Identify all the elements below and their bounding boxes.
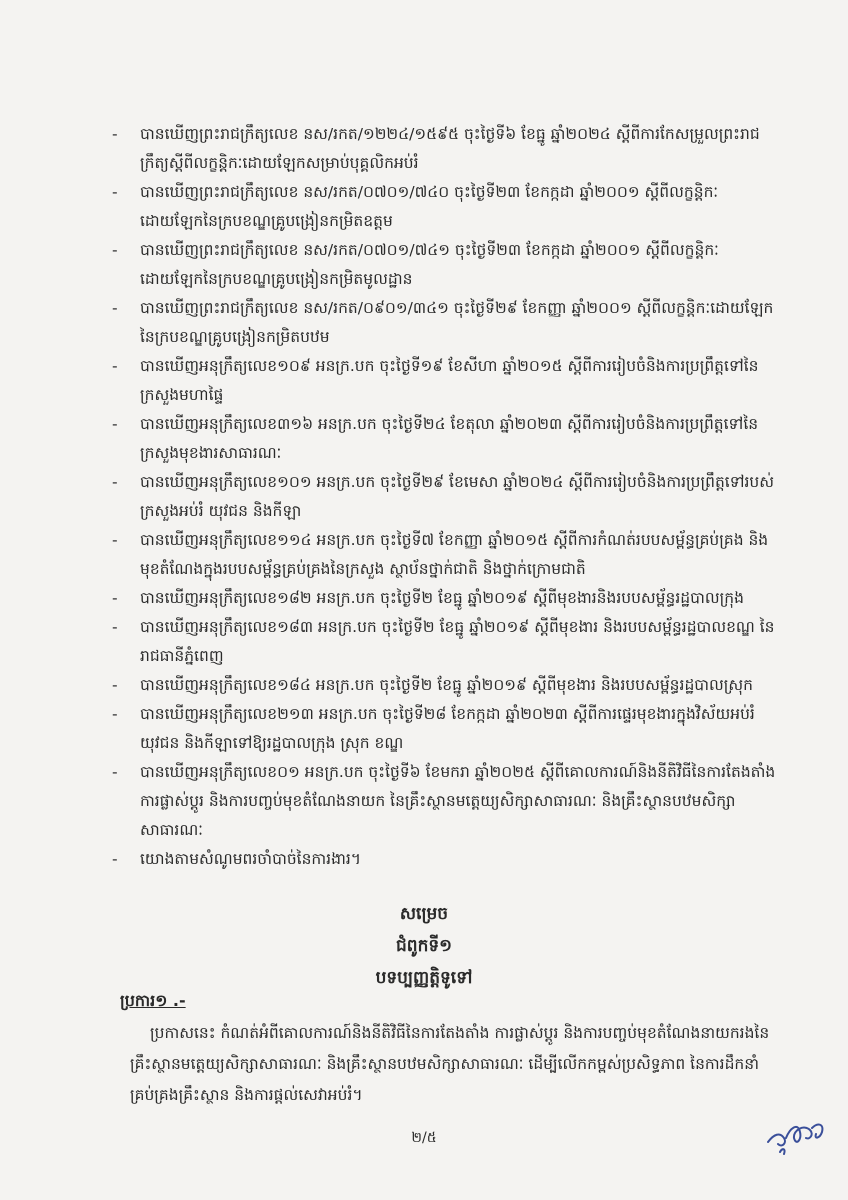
reference-text: បានឃើញអនុក្រឹត្យលេខ១០១ អនក្រ.បក ចុះថ្ងៃទី២៩ ខែមេសា ឆ្នាំ២០២៤ ស្តីពីការរៀបចំនិងការប្រព្រឹត្តទៅរបស់ក្រសួងអប់រំ យុវជន និងកីឡា — [140, 473, 774, 520]
reference-text: បានឃើញអនុក្រឹត្យលេខ១៨៣ អនក្រ.បក ចុះថ្ងៃទី២ ខែធ្នូ ឆ្នាំ២០១៩ ស្តីពីមុខងារ និងរបបសម្ព័ន្ធរដ្ឋបាលខណ្ឌ នៃរាជធានីភ្នំពេញ — [140, 618, 775, 665]
reference-item — [112, 468, 780, 526]
bullet-dash: - — [112, 299, 118, 317]
bullet-dash: - — [112, 618, 118, 636]
bullet-dash: - — [112, 241, 118, 259]
section-headings — [0, 898, 848, 994]
bullet-dash: - — [112, 850, 118, 868]
reference-text: បានឃើញអនុក្រឹត្យលេខ៣១៦ អនក្រ.បក ចុះថ្ងៃទី២៤ ខែតុលា ឆ្នាំ២០២៣ ស្តីពីការរៀបចំនិងការប្រព្រឹត្តទៅនៃក្រសួងមុខងារសាធារណៈ — [140, 415, 759, 462]
article-body: ប្រកាសនេះ កំណត់អំពីគោលការណ៍និងនីតិវិធីនៃការតែងតាំង ការផ្លាស់ប្តូរ និងការបញ្ចប់មុខតំណែងនាយករងនៃគ្រឹះស្ថានមត្តេយ្យសិក្សាសាធារណៈ និងគ្រឹះស្ថានបឋមសិក្សាសាធារណៈ ដើម្បីលើកកម្ពស់ប្រសិទ្ធភាព នៃការដឹកនាំ គ្រប់គ្រងគ្រឹះស្ថាន និងការផ្តល់សេវាអប់រំ។ — [130, 1024, 770, 1104]
bullet-dash: - — [112, 473, 118, 491]
page-number: ២/៥ — [411, 1130, 437, 1146]
reference-text: យោងតាមសំណូមពរចាំបាច់នៃការងារ។ — [140, 850, 361, 868]
reference-item — [112, 671, 780, 700]
legal-references-list — [112, 120, 780, 874]
reference-text: បានឃើញព្រះរាជក្រឹត្យលេខ នស/រកត/០៧០១/៧៤០ ចុះថ្ងៃទី២៣ ខែកក្កដា ឆ្នាំ២០០១ ស្តីពីលក្ខន្តិកៈដោយឡែកនៃក្របខណ្ឌគ្រូបង្រៀនកម្រិតឧត្តម — [140, 183, 719, 230]
reference-item — [112, 410, 780, 468]
reference-item — [112, 526, 780, 584]
bullet-dash: - — [112, 531, 118, 549]
reference-item — [112, 178, 780, 236]
reference-text: បានឃើញអនុក្រឹត្យលេខ១៨២ អនក្រ.បក ចុះថ្ងៃទី២ ខែធ្នូ ឆ្នាំ២០១៩ ស្តីពីមុខងារនិងរបបសម្ព័ន្ធរដ្ឋបាលក្រុង — [140, 589, 744, 607]
reference-item — [112, 352, 780, 410]
bullet-dash: - — [112, 125, 118, 143]
bullet-dash: - — [112, 705, 118, 723]
bullet-dash: - — [112, 589, 118, 607]
reference-item — [112, 845, 780, 874]
reference-item — [112, 236, 780, 294]
reference-item — [112, 758, 780, 845]
reference-item — [112, 700, 780, 758]
reference-text: បានឃើញអនុក្រឹត្យលេខ១៨៤ អនក្រ.បក ចុះថ្ងៃទី២ ខែធ្នូ ឆ្នាំ២០១៩ ស្តីពីមុខងារ និងរបបសម្ព័ន្ធរដ្ឋបាលស្រុក — [140, 676, 754, 694]
reference-text: បានឃើញព្រះរាជក្រឹត្យលេខ នស/រកត/០៧០១/៧៤១ ចុះថ្ងៃទី២៣ ខែកក្កដា ឆ្នាំ២០០១ ស្តីពីលក្ខន្តិកៈដោយឡែកនៃក្របខណ្ឌគ្រូបង្រៀនកម្រិតមូលដ្ឋាន — [140, 241, 719, 288]
reference-item — [112, 613, 780, 671]
article-label: ប្រការ១ .- — [120, 991, 186, 1010]
reference-text: បានឃើញព្រះរាជក្រឹត្យលេខ នស/រកត/១២២៤/១៥៩៥ ចុះថ្ងៃទី៦ ខែធ្នូ ឆ្នាំ២០២៤ ស្តីពីការកែសម្រួលព្រះរាជក្រឹត្យស្តីពីលក្ខន្តិកៈដោយឡែកសម្រាប់បុគ្គលិកអប់រំ — [140, 125, 760, 172]
signature-mark — [760, 1108, 840, 1158]
bullet-dash: - — [112, 183, 118, 201]
chapter-title: បទប្បញ្ញត្តិទូទៅ — [375, 968, 473, 988]
reference-item — [112, 584, 780, 613]
bullet-dash: - — [112, 415, 118, 433]
chapter-heading: ជំពូកទី១ — [395, 936, 453, 956]
decision-heading: សម្រេច — [399, 904, 449, 924]
bullet-dash: - — [112, 763, 118, 781]
reference-text: បានឃើញអនុក្រឹត្យលេខ០១ អនក្រ.បក ចុះថ្ងៃទី៦ ខែមករា ឆ្នាំ២០២៥ ស្តីពីគោលការណ៍និងនីតិវិធីនៃការតែងតាំង ការផ្លាស់ប្តូរ និងការបញ្ចប់មុខតំណែងនាយក នៃគ្រឹះស្ថានមត្តេយ្យសិក្សាសាធារណៈ និងគ្រឹះស្ថានបឋមសិក្សាសាធារណៈ — [140, 763, 776, 839]
reference-text: បានឃើញព្រះរាជក្រឹត្យលេខ នស/រកត/០៩០១/៣៤១ ចុះថ្ងៃទី២៩ ខែកញ្ញា ឆ្នាំ២០០១ ស្តីពីលក្ខន្តិកៈដោយឡែកនៃក្របខណ្ឌគ្រូបង្រៀនកម្រិតបឋម — [140, 299, 774, 346]
reference-text: បានឃើញអនុក្រឹត្យលេខ១០៩ អនក្រ.បក ចុះថ្ងៃទី១៩ ខែសីហា ឆ្នាំ២០១៥ ស្តីពីការរៀបចំនិងការប្រព្រឹត្តទៅនៃក្រសួងមហាផ្ទៃ — [140, 357, 759, 404]
reference-item — [112, 120, 780, 178]
bullet-dash: - — [112, 357, 118, 375]
reference-item — [112, 294, 780, 352]
reference-text: បានឃើញអនុក្រឹត្យលេខ២១៣ អនក្រ.បក ចុះថ្ងៃទី២៨ ខែកក្កដា ឆ្នាំ២០២៣ ស្តីពីការផ្ទេរមុខងារក្នុងវិស័យអប់រំ យុវជន និងកីឡាទៅឱ្យរដ្ឋបាលក្រុង ស្រុក ខណ្ឌ — [140, 705, 755, 752]
bullet-dash: - — [112, 676, 118, 694]
reference-text: បានឃើញអនុក្រឹត្យលេខ១១៤ អនក្រ.បក ចុះថ្ងៃទី៧ ខែកញ្ញា ឆ្នាំ២០១៥ ស្តីពីការកំណត់របបសម្ព័ន្ធគ្រប់គ្រង និងមុខតំណែងក្នុងរបបសម្ព័ន្ធគ្រប់គ្រងនៃក្រសួង ស្ថាប័នថ្នាក់ជាតិ និងថ្នាក់ក្រោមជាតិ — [140, 531, 769, 578]
